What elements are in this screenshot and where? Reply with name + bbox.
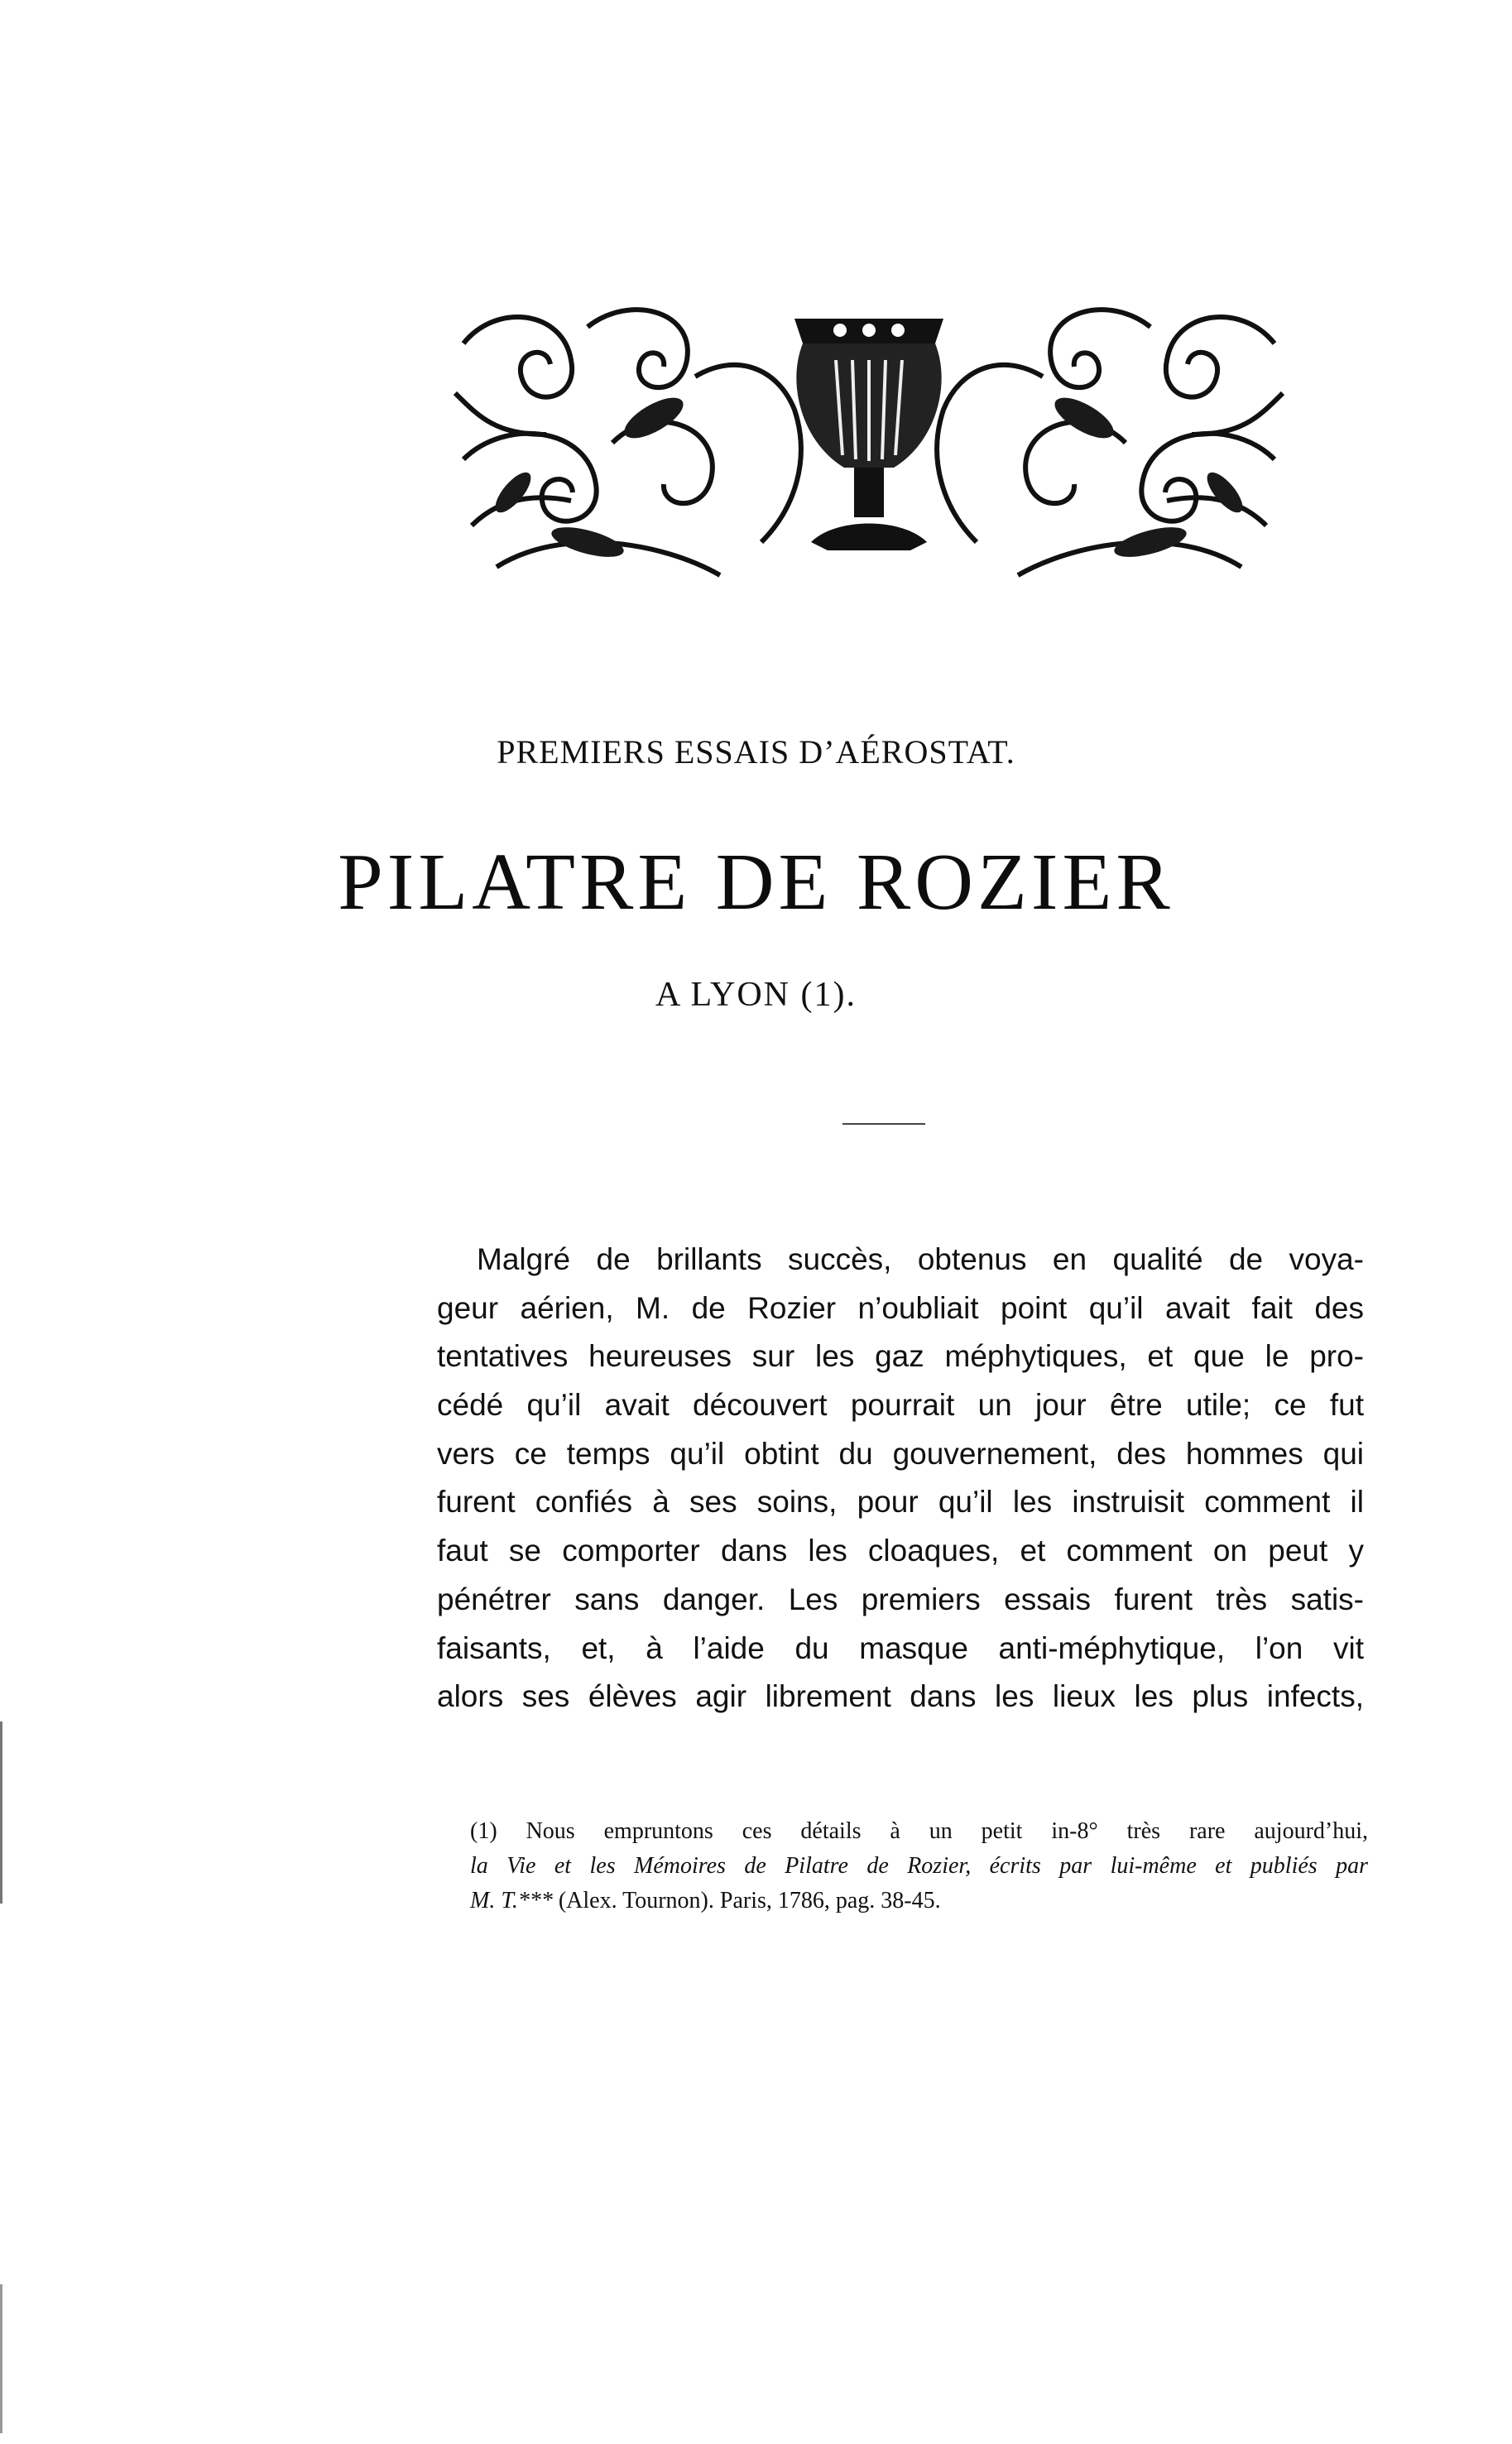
title-divider xyxy=(842,1123,925,1125)
body-line: tentatives heureuses sur les gaz méphytiques, et que le pro- xyxy=(437,1339,1364,1374)
scan-margin-mark xyxy=(0,2284,2,2433)
footnote-line: (1) Nous empruntons ces détails à un petit in-8° très rare aujourd’hui, xyxy=(470,1818,1368,1844)
scan-margin-mark xyxy=(0,1721,2,1904)
body-line: faut se comporter dans les cloaques, et comment on peut y xyxy=(437,1534,1364,1568)
subtitle: A LYON (1). xyxy=(655,976,857,1014)
page-title: PILATRE DE ROZIER xyxy=(338,838,1174,927)
footnote-publication: (Alex. Tournon). Paris, 1786, pag. 38-45. xyxy=(552,1888,941,1913)
footnote-line-italic: la Vie et les Mémoires de Pilatre de Rozier, écrits par lui-même et publiés par xyxy=(470,1853,1368,1879)
body-line: cédé qu’il avait découvert pourrait un jour être utile; ce fut xyxy=(437,1388,1364,1423)
section-title: PREMIERS ESSAIS D’AÉROSTAT. xyxy=(497,733,1015,771)
body-paragraph xyxy=(437,1236,1364,1721)
body-line: faisants, et, à l’aide du masque anti-méphytique, l’on vit xyxy=(437,1630,1364,1665)
decorative-headpiece-ornament xyxy=(447,294,1291,608)
body-line: geur aérien, M. de Rozier n’oubliait point qu’il avait fait des xyxy=(437,1290,1364,1325)
footnote-line-last xyxy=(470,1884,1368,1918)
body-line: Malgré de brillants succès, obtenus en qualité de voya- xyxy=(477,1242,1364,1276)
body-line: furent confiés à ses soins, pour qu’il les instruisit comment il xyxy=(437,1485,1364,1520)
body-line: alors ses élèves agir librement dans les lieux les plus infects, xyxy=(437,1679,1364,1714)
footnote-author: M. T.*** xyxy=(470,1888,553,1913)
footnote xyxy=(470,1814,1368,1918)
body-line: pénétrer sans danger. Les premiers essais furent très satis- xyxy=(437,1582,1364,1616)
body-line: vers ce temps qu’il obtint du gouvernement, des hommes qui xyxy=(437,1436,1364,1471)
